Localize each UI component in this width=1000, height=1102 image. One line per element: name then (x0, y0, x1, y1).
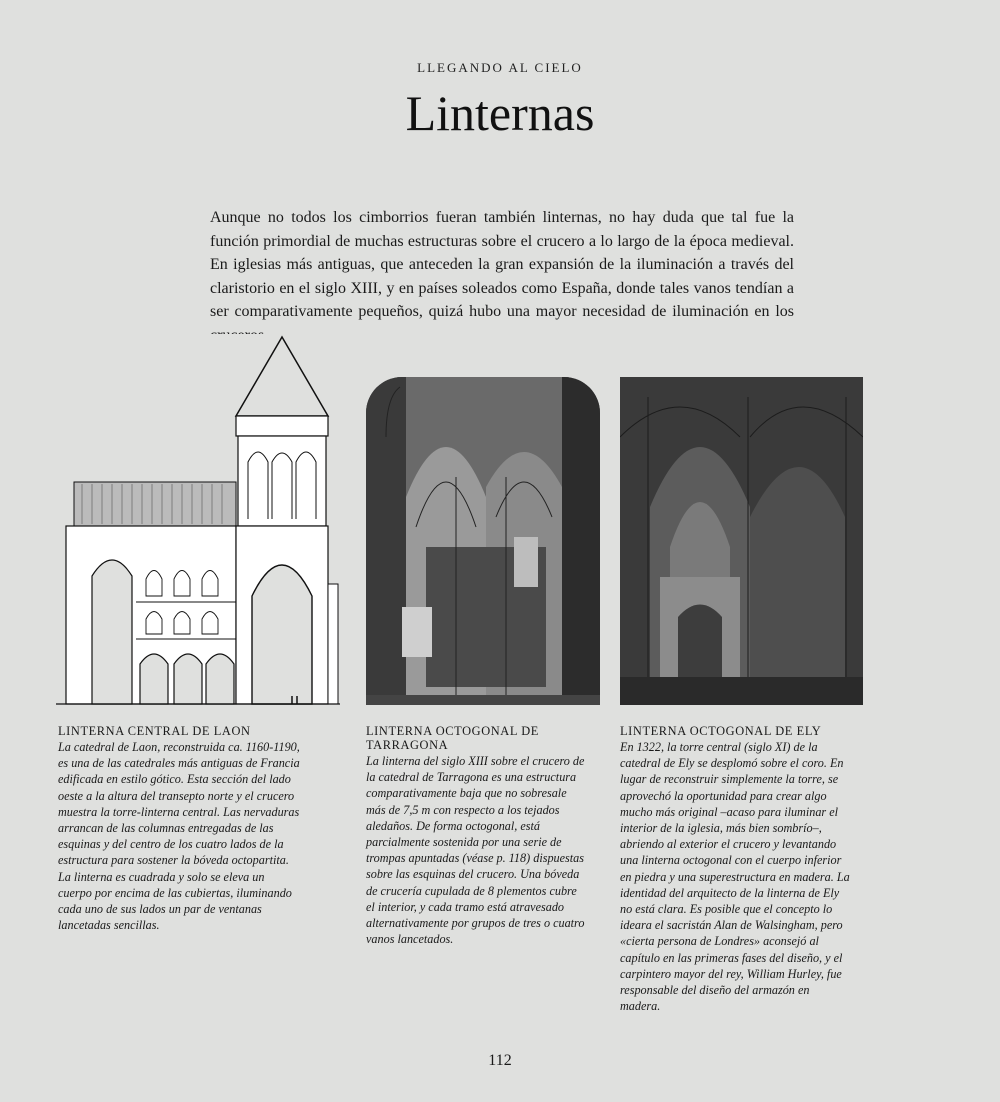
caption-ely (620, 724, 850, 1014)
caption-title: LINTERNA CENTRAL DE LAON (58, 724, 251, 738)
laon-section-illustration (56, 334, 340, 706)
intro-paragraph: Aunque no todos los cimborrios fueran también linternas, no hay duda que tal fue la función primordial de muchas estructuras sobre el crucero a lo largo de la época medieval. En iglesias más antiguas, que anteceden la gran expansión de la iluminación a través del claristorio en el siglo XIII, y en países soleados como España, donde tales vanos tendían a ser comparativamente pequeños, quizá hubo una mayor necesidad de iluminación en los (210, 209, 794, 321)
caption-laon (58, 724, 300, 933)
caption-body: La linterna del siglo XIII sobre el crucero de la catedral de Tarragona es una estructura comparativamente baja que no sobresale más de 7,5 m con respecto a los tejados aledaños. De forma octogonal, está parcialmente sostenida por una serie de trompas apuntadas (véase p. 118) dispuestas sobre las esquinas del crucero. Una bóveda de crucería cupulada de 8 plementos cubre el interior, y cada tramo está atravesado alternativamente por grupos de tres o cuatro vanos lancetados. (366, 754, 585, 947)
caption-title: LINTERNA OCTOGONAL DE ELY (620, 724, 822, 738)
page-number: 112 (488, 1052, 512, 1069)
caption-body: La catedral de Laon, reconstruida ca. 1160-1190, es una de las catedrales más antiguas de Francia edificada en estilo gótico. Esta sección del lado oeste a la altura del transepto norte y el crucero muestra la torre-linterna central. Las nervaduras arrancan de las columnas entregadas de las esquinas y del centro de los cuatro lados de la estructura para sostener la bóveda octopartita. La linterna es cuadrada y solo se eleva un cuerpo por encima de las cubiertas, iluminando cada uno de sus lados un par de ventanas lancetadas sencillas. (58, 740, 300, 933)
caption-tarragona (366, 724, 588, 947)
tarragona-interior-illustration (366, 377, 600, 705)
page-title: Linternas (405, 85, 595, 141)
ely-interior-illustration (620, 377, 863, 705)
caption-title: LINTERNA OCTOGONAL DE TARRAGONA (366, 724, 539, 752)
caption-body: En 1322, la torre central (siglo XI) de la catedral de Ely se desplomó sobre el coro. En lugar de reconstruir simplemente la torre, se aprovechó la oportunidad para crear algo mucho más original –acaso para iluminar el interior de la iglesia, más bien sombrío–, abriendo al exterior el crucero y levantando una linterna octogonal con el cuerpo inferior en piedra y una superestructura en madera. La identidad del arquitecto de la linterna de Ely no está clara. Es posible que el concepto lo ideara el sacristán Alan de Walsingham, pero «cierta persona de Londres» aconsejó al capítulo en las primeras fases del diseño, y el carpintero mayor del rey, William Hurley, fue responsable del diseño del armazón en madera. (620, 740, 850, 1014)
kicker: LLEGANDO AL CIELO (417, 60, 583, 75)
